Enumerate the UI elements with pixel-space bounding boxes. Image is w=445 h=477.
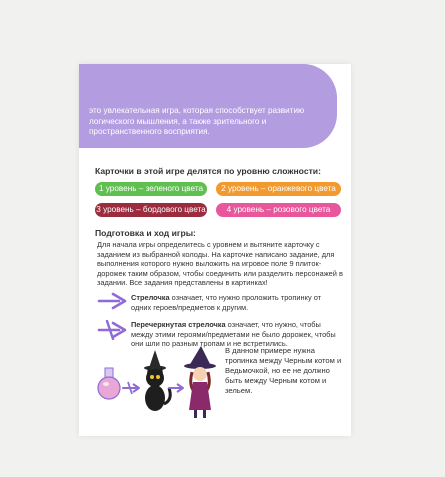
intro-banner (79, 64, 337, 148)
crossed-arrow-text: означает, что нужно, чтобы между этими героями/предметами не было дорожек, чтобы они шли по разным тропам и не встретились. (131, 320, 336, 349)
game-rules-card (79, 64, 351, 436)
example-illustration (97, 344, 221, 424)
intro-banner-text: это увлекательная игра, которая способствует развитию логического мышления, а также зрительного и пространственного восприятия. (89, 106, 305, 136)
arrow-icon (97, 292, 129, 310)
level-1-pill: 1 уровень – зеленого цвета (95, 182, 207, 196)
black-cat-icon (144, 350, 170, 411)
crossed-arrow-title: Перечеркнутая стрелочка (131, 320, 226, 329)
example-text: В данном примере нужна тропинка между Черным котом и Ведьмочкой, но ее не должно быть между Черным котом и зельем. (225, 346, 342, 395)
crossed-arrow-icon (97, 320, 129, 340)
potion-icon (98, 368, 120, 399)
arrow-explanation (131, 293, 343, 312)
witch-icon (184, 346, 216, 418)
prep-heading: Подготовка и ход игры: (95, 228, 196, 238)
prep-text: Для начала игры определитесь с уровнем и вытяните карточку с заданием из выбранной колоды. На карточке написано задание, для выполнения которого нужно выложить на игровое поле 9 плиток-дорожек таким образом, чтобы соединить или разделить персонажей в задании. Все задания представлены в картинках! (97, 240, 343, 288)
level-2-pill: 2 уровень – оранжевого цвета (216, 182, 341, 196)
arrow-text: означает, что нужно проложить тропинку от одних героев/предметов к другим. (131, 293, 322, 312)
crossed-arrow-icon (123, 382, 139, 394)
levels-heading: Карточки в этой игре делятся по уровню сложности: (95, 166, 321, 176)
arrow-title: Стрелочка (131, 293, 170, 302)
level-3-pill: 3 уровень – бордового цвета (95, 203, 207, 217)
level-4-pill: 4 уровень – розового цвета (216, 203, 341, 217)
